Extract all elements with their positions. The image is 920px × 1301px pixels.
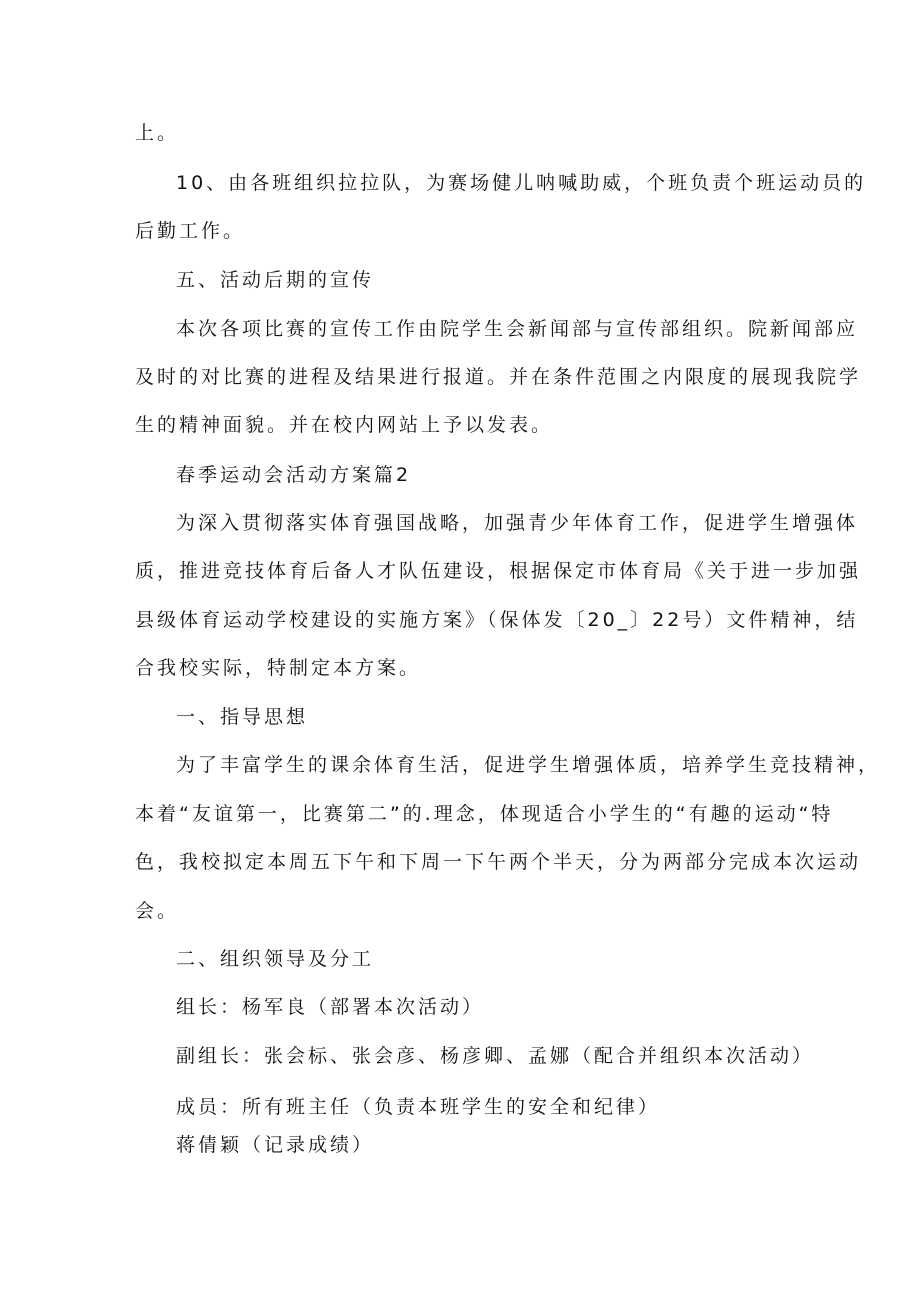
text-line: 为了丰富学生的课余体育生活，促进学生增强体质，培养学生竞技精神， <box>176 754 881 776</box>
text-line: 会。 <box>135 900 180 922</box>
text-line: 上。 <box>135 122 180 144</box>
text-line: 及时的对比赛的进程及结果进行报道。并在条件范围之内限度的展现我院学 <box>135 366 862 388</box>
text-line: 副组长：张会标、张会彦、杨彦卿、孟娜（配合并组织本次活动） <box>176 1045 815 1067</box>
text-line: 成员：所有班主任（负责本班学生的安全和纪律） <box>176 1096 661 1118</box>
text-line: 组长：杨军良（部署本次活动） <box>176 996 485 1018</box>
section-heading: 五、活动后期的宣传 <box>176 269 375 291</box>
text-line: 县级体育运动学校建设的实施方案》（保体发〔20_〕22号）文件精神，结 <box>135 609 859 631</box>
text-line: 合我校实际，特制定本方案。 <box>135 657 422 679</box>
text-line: 蒋倩颖（记录成绩） <box>176 1134 375 1156</box>
text-line: 后勤工作。 <box>135 220 246 242</box>
section-heading: 二、组织领导及分工 <box>176 948 375 970</box>
article-title: 春季运动会活动方案篇2 <box>176 464 412 486</box>
text-line: 生的精神面貌。并在校内网站上予以发表。 <box>135 414 554 436</box>
text-line: 质，推进竞技体育后备人才队伍建设，根据保定市体育局《关于进一步加强 <box>135 560 862 582</box>
text-line: 10、由各班组织拉拉队，为赛场健儿呐喊助威，个班负责个班运动员的 <box>176 172 867 194</box>
text-line: 为深入贯彻落实体育强国战略，加强青少年体育工作，促进学生增强体 <box>176 512 859 534</box>
text-line: 本着“友谊第一，比赛第二”的.理念，体现适合小学生的“有趣的运动“特 <box>135 803 834 825</box>
section-heading: 一、指导思想 <box>176 706 309 728</box>
text-line: 本次各项比赛的宣传工作由院学生会新闻部与宣传部组织。院新闻部应 <box>176 318 859 340</box>
text-line: 色，我校拟定本周五下午和下周一下午两个半天，分为两部分完成本次运动 <box>135 851 862 873</box>
